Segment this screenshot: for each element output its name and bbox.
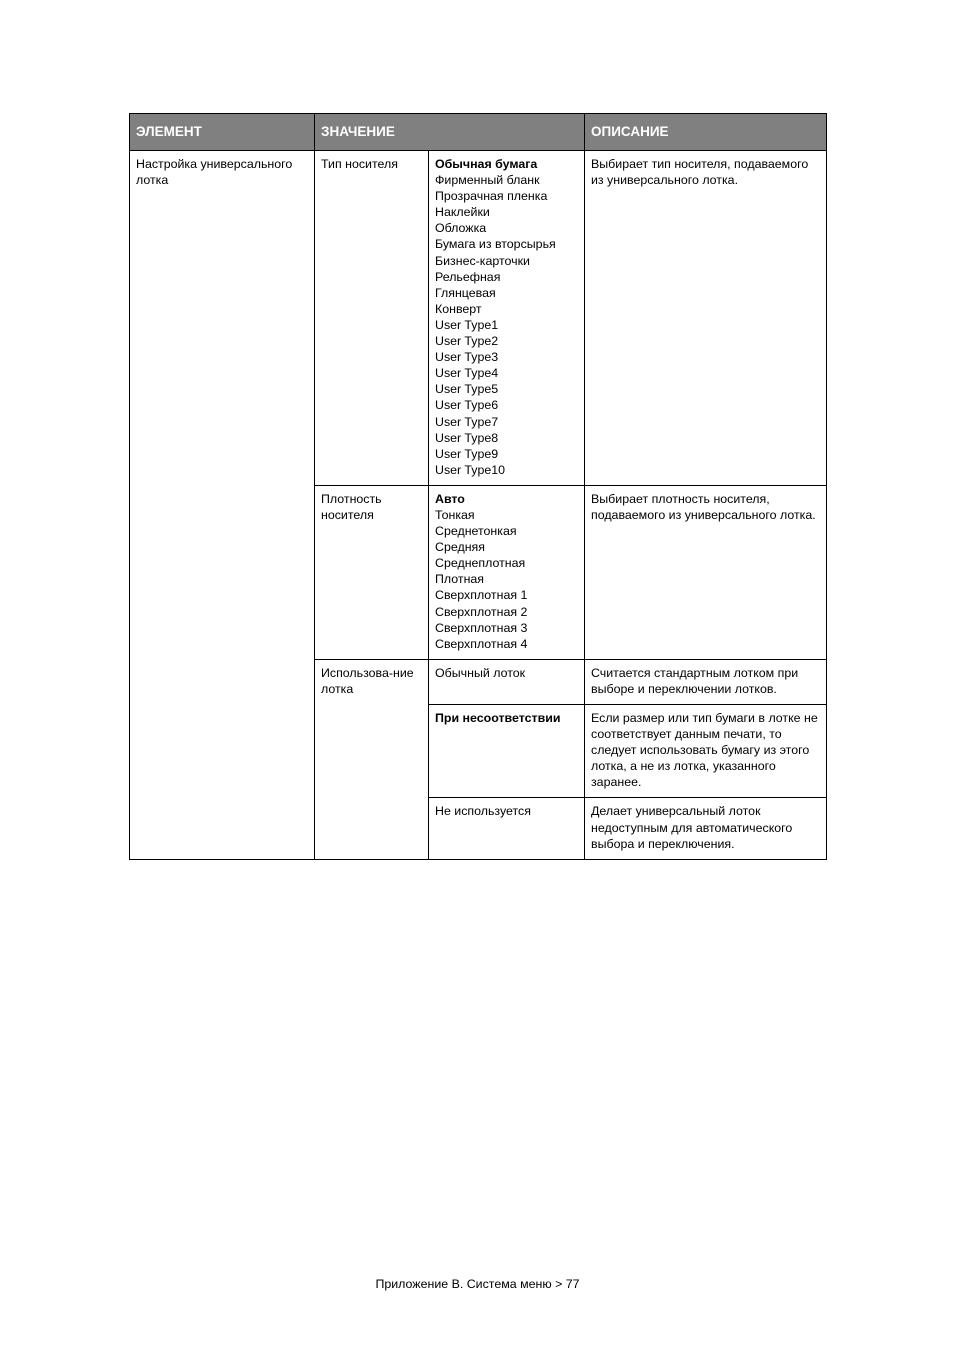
option-item: User Type4 (435, 366, 499, 381)
table-header-row (130, 114, 827, 151)
option-item: Конверт (435, 301, 482, 316)
option-item: Среднеплотная (435, 556, 526, 571)
option-item: User Type1 (435, 317, 499, 332)
header-element: ЭЛЕМЕНТ (130, 114, 315, 151)
tray-usage-value: При несоответствии (429, 705, 585, 798)
menu-settings-table (129, 113, 827, 860)
option-item: Обычная бумага (435, 157, 538, 171)
option-item: Сверхплотная 4 (435, 636, 528, 651)
option-item: User Type8 (435, 430, 499, 445)
tray-usage-value: Обычный лоток (429, 659, 585, 704)
tray-usage-description: Делает универсальный лоток недоступным для автоматического выбора и переключения. (585, 798, 827, 859)
media-type-option-list (435, 156, 578, 478)
option-item: Среднетонкая (435, 524, 517, 539)
page-footer: Приложение В. Система меню > 77 (375, 1277, 580, 1291)
option-item: Сверхплотная 1 (435, 588, 528, 603)
media-weight-options (429, 485, 585, 659)
table-row (130, 151, 827, 486)
option-item: Глянцевая (435, 285, 496, 300)
option-item: User Type9 (435, 446, 499, 461)
option-item: User Type7 (435, 414, 499, 429)
option-item: Сверхплотная 2 (435, 604, 528, 619)
media-type-description: Выбирает тип носителя, подаваемого из универсального лотка. (585, 151, 827, 486)
option-item: Фирменный бланк (435, 173, 540, 188)
media-weight-description: Выбирает плотность носителя, подаваемого из универсального лотка. (585, 485, 827, 659)
option-item: Наклейки (435, 205, 490, 220)
option-item: Бизнес-карточки (435, 253, 530, 268)
option-item: Рельефная (435, 269, 501, 284)
option-item: Обложка (435, 221, 487, 236)
option-item: User Type3 (435, 350, 499, 365)
option-item: Тонкая (435, 507, 475, 522)
header-description: ОПИСАНИЕ (585, 114, 827, 151)
media-weight-option-list (435, 491, 578, 652)
option-item: Авто (435, 491, 465, 506)
option-item: User Type5 (435, 382, 499, 397)
option-item: Сверхплотная 3 (435, 620, 528, 635)
option-item: User Type6 (435, 398, 499, 413)
tray-usage-description: Считается стандартным лотком при выборе и переключении лотков. (585, 659, 827, 704)
tray-usage-description: Если размер или тип бумаги в лотке не соответствует данным печати, то следует использовать бумагу из этого лотка, а не из лотка, указанного заранее. (585, 705, 827, 798)
option-item: Бумага из вторсырья (435, 237, 556, 252)
tray-usage-value: Не используется (429, 798, 585, 859)
element-cell: Настройка универсального лотка (130, 151, 315, 860)
option-item: Плотная (435, 572, 485, 587)
option-item: Средняя (435, 540, 485, 555)
option-item: Прозрачная пленка (435, 189, 548, 204)
tray-usage-label: Использова-ние лотка (315, 659, 429, 859)
option-item: User Type10 (435, 462, 506, 477)
media-type-label: Тип носителя (315, 151, 429, 486)
option-item: User Type2 (435, 334, 499, 349)
media-weight-label: Плотность носителя (315, 485, 429, 659)
header-value: ЗНАЧЕНИЕ (315, 114, 585, 151)
media-type-options (429, 151, 585, 486)
